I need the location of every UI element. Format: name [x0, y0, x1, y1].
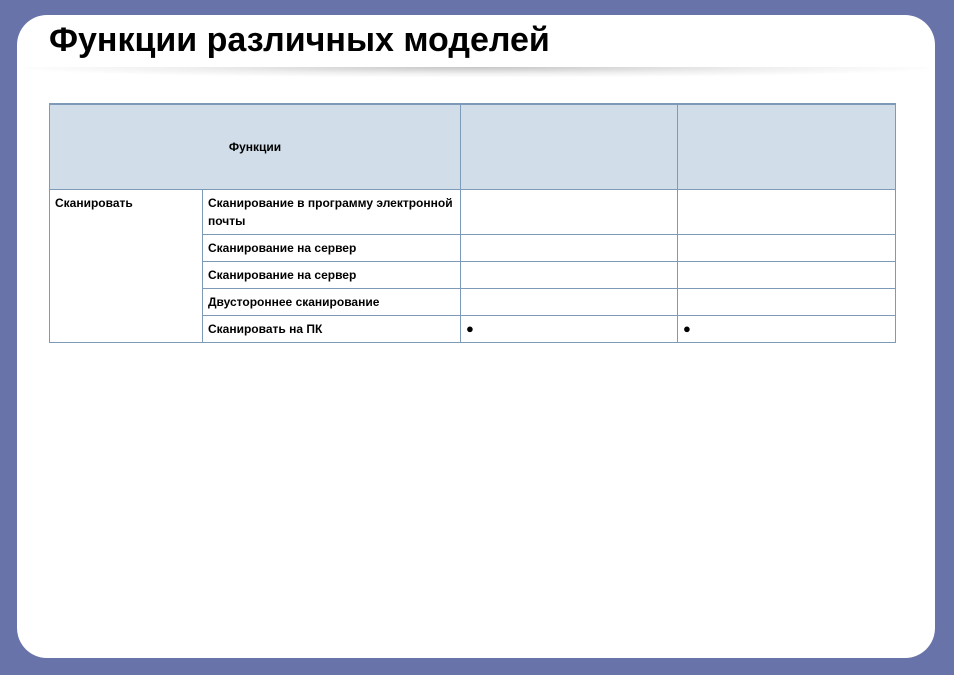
feature-cell: Сканирование в программу электронной почты [203, 190, 461, 235]
page-title: Функции различных моделей [49, 21, 550, 59]
table-header-row [50, 104, 896, 190]
model-1-cell [461, 289, 678, 316]
header-model-2 [678, 104, 896, 190]
title-underline [23, 67, 929, 77]
model-2-cell [678, 235, 896, 262]
model-2-cell [678, 289, 896, 316]
feature-cell: Двустороннее сканирование [203, 289, 461, 316]
features-table [49, 103, 896, 343]
model-1-cell [461, 235, 678, 262]
feature-cell: Сканирование на сервер [203, 235, 461, 262]
model-2-cell [678, 262, 896, 289]
feature-cell: Сканировать на ПК [203, 316, 461, 343]
model-1-cell: ● [461, 316, 678, 343]
model-1-cell [461, 262, 678, 289]
category-cell: Сканировать [50, 190, 203, 343]
feature-cell: Сканирование на сервер [203, 262, 461, 289]
model-1-cell [461, 190, 678, 235]
model-2-cell [678, 190, 896, 235]
model-2-cell: ● [678, 316, 896, 343]
table-row [50, 190, 896, 235]
page [17, 15, 935, 658]
header-features: Функции [50, 104, 461, 190]
header-model-1 [461, 104, 678, 190]
